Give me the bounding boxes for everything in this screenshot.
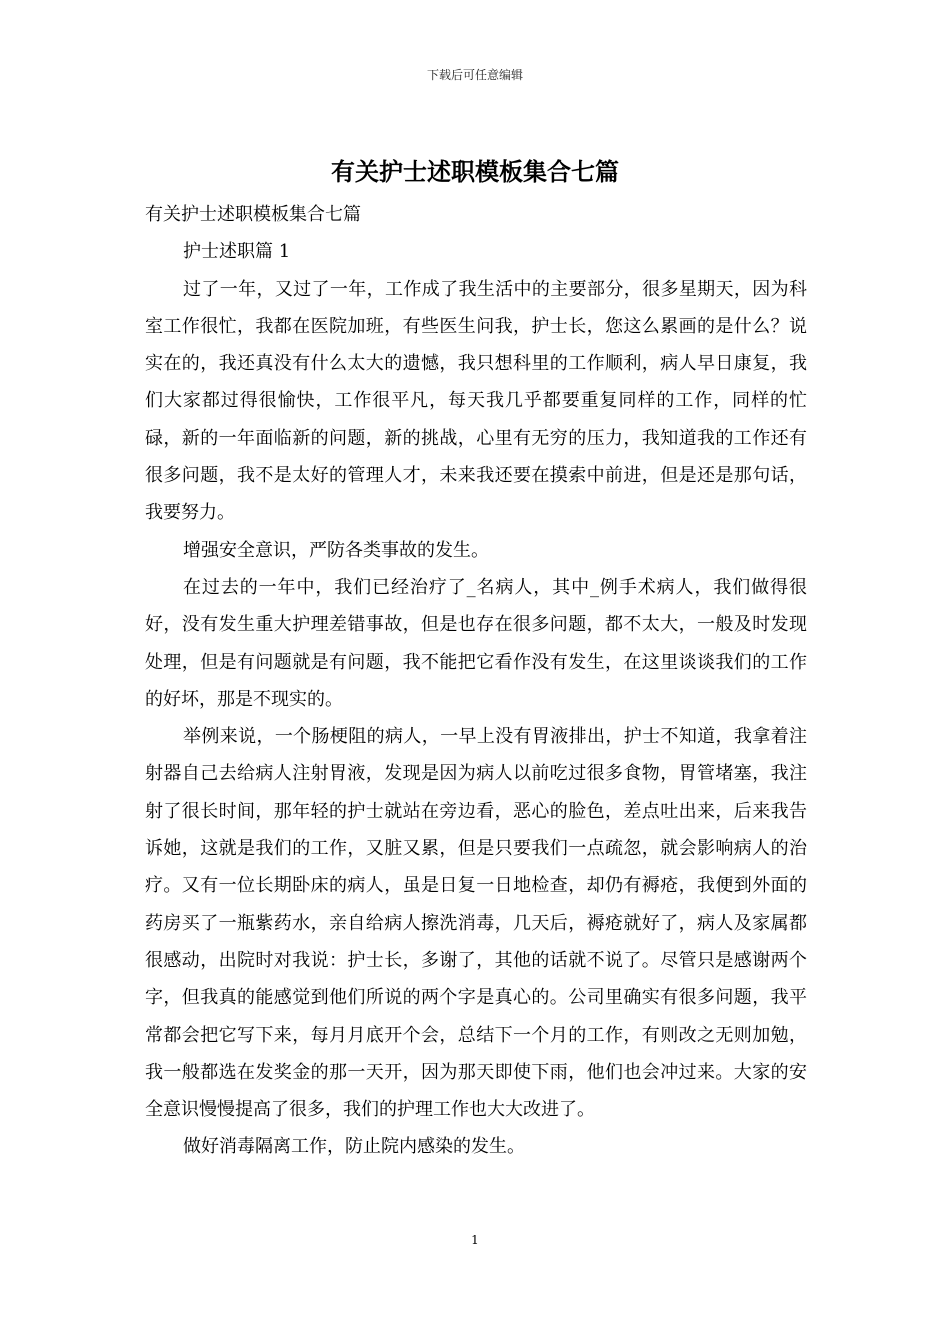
document-body	[145, 196, 807, 1166]
page-number: 1	[471, 1233, 479, 1247]
paragraph: 在过去的一年中，我们已经治疗了_名病人，其中_例手术病人，我们做得很好，没有发生重大护理差错事故，但是也存在很多问题，都不太大，一般及时发现处理，但是有问题就是有问题，我不能把它看作没有发生，在这里谈谈我们的工作的好坏，那是不现实的。	[145, 576, 807, 710]
paragraph: 举例来说，一个肠梗阻的病人，一早上没有胃液排出，护士不知道，我拿着注射器自己去给病人注射胃液，发现是因为病人以前吃过很多食物，胃管堵塞，我注射了很长时间，那年轻的护士就站在旁边看，恶心的脸色，差点吐出来，后来我告诉她，这就是我们的工作，又脏又累，但是只要我们一点疏忽，就会影响病人的治疗。又有一位长期卧床的病人，虽是日复一日地检查，却仍有褥疮，我便到外面的药房买了一瓶紫药水，亲自给病人擦洗消毒，几天后，褥疮就好了，病人及家属都很感动，出院时对我说：护士长，多谢了，其他的话就不说了。尽管只是感谢两个字，但我真的能感觉到他们所说的两个字是真心的。公司里确实有很多问题，我平常都会把它写下来，每月月底开个会，总结下一个月的工作，有则改之无则加勉，我一般都选在发奖金的那一天开，因为那天即使下雨，他们也会冲过来。大家的安全意识慢慢提高了很多，我们的护理工作也大大改进了。	[145, 726, 807, 1121]
paragraph: 做好消毒隔离工作，防止院内感染的发生。	[183, 1136, 525, 1158]
document-subtitle: 有关护士述职模板集合七篇	[145, 204, 361, 225]
section-heading: 护士述职篇 1	[183, 241, 291, 263]
header-note: 下载后可任意编辑	[426, 68, 523, 82]
paragraph: 过了一年，又过了一年，工作成了我生活中的主要部分，很多星期天，因为科室工作很忙，我都在医院加班，有些医生问我，护士长，您这么累画的是什么？说实在的，我还真没有什么太大的遗憾，我只想科里的工作顺利，病人早日康复，我们大家都过得很愉快，工作很平凡，每天我几乎都要重复同样的工作，同样的忙碌，新的一年面临新的问题，新的挑战，心里有无穷的压力，我知道我的工作还有很多问题，我不是太好的管理人才，未来我还要在摸索中前进，但是还是那句话，我要努力。	[145, 278, 807, 524]
document-title: 有关护士述职模板集合七篇	[331, 157, 619, 186]
paragraph: 增强安全意识，严防各类事故的发生。	[183, 539, 489, 561]
